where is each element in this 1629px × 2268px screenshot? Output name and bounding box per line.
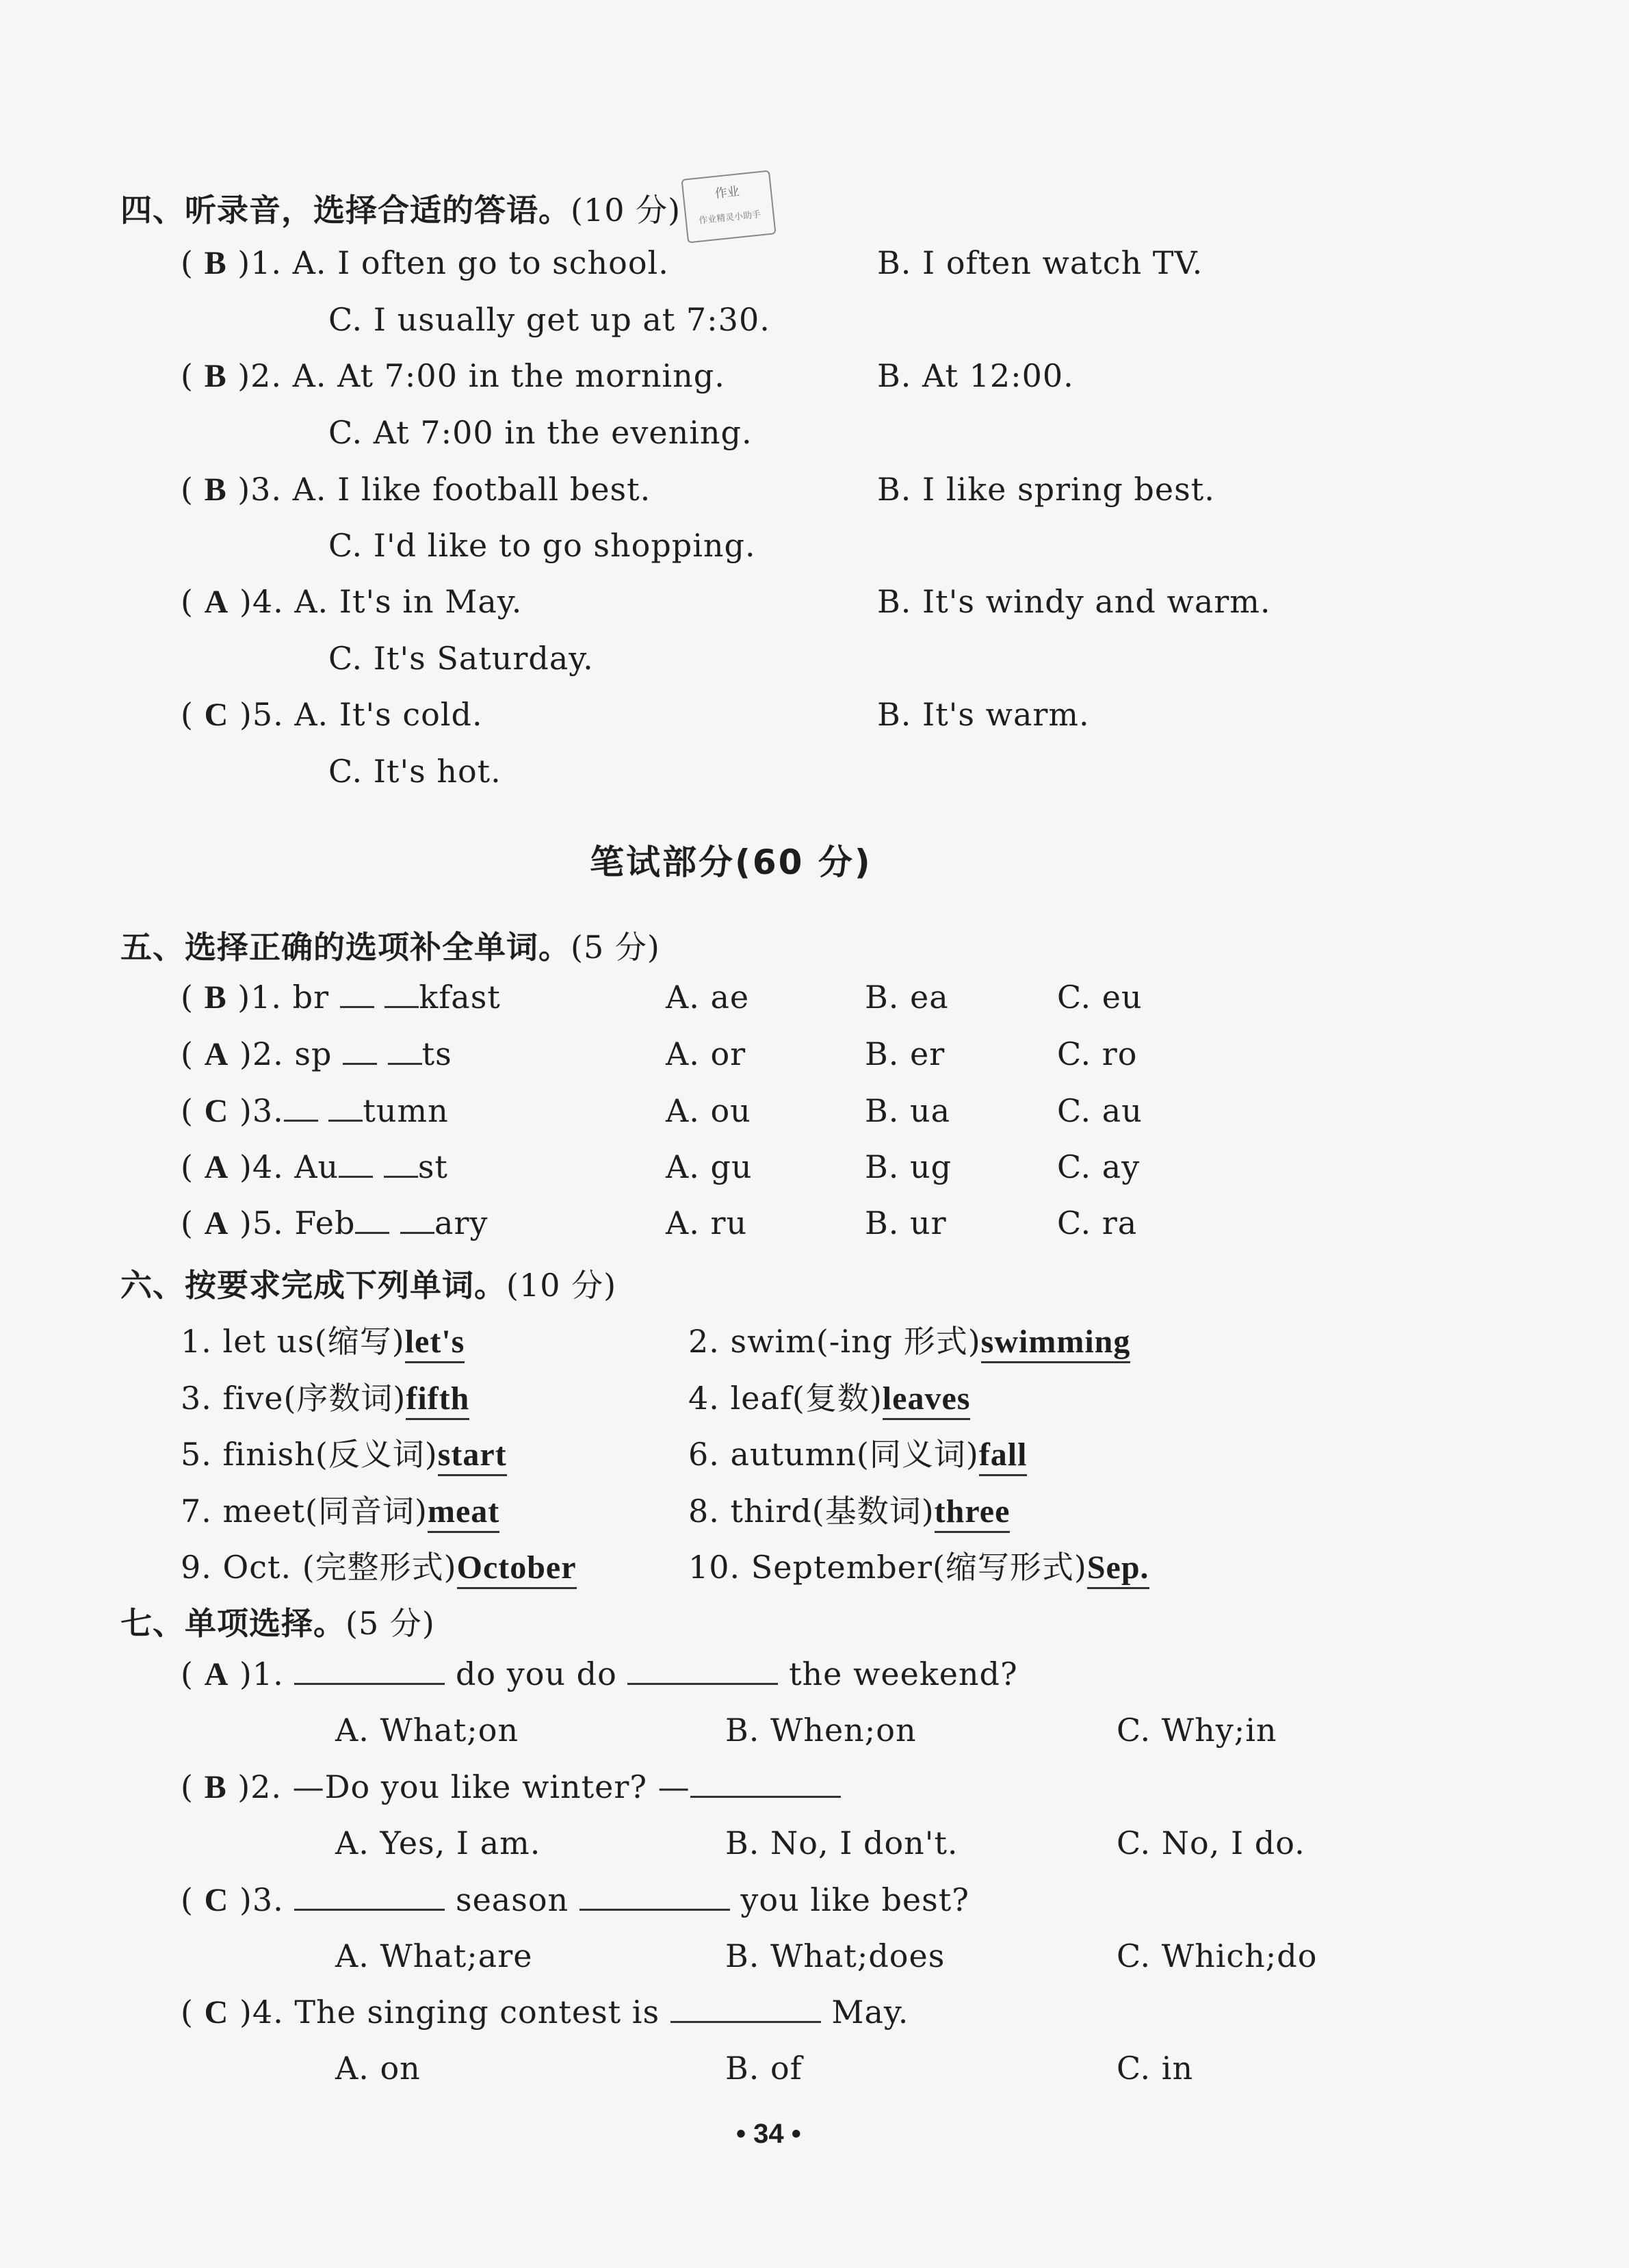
s6-q7: [181, 1486, 499, 1532]
s6-q8-prompt: 8. third(基数词): [688, 1493, 935, 1530]
s7-q2-option-a: A. Yes, I am.: [335, 1825, 541, 1861]
s7-q1-answer: A: [204, 1656, 229, 1692]
s6-q1-answer: let's: [405, 1324, 465, 1363]
s5-q5-option-b: B. ur: [865, 1204, 947, 1241]
s7-q1-option-a: A. What;on: [335, 1712, 519, 1749]
s5-q5-option-a: A. ru: [666, 1204, 748, 1241]
s4-q3-option-b: B. I like spring best.: [877, 471, 1215, 508]
s7-q2-stem: )2. —Do you like winter? —: [237, 1768, 690, 1805]
page-number: • 34 •: [736, 2119, 801, 2149]
s5-q3-option-c: C. au: [1057, 1092, 1143, 1129]
s7-q4-option-c: C. in: [1117, 2050, 1194, 2087]
s5-q3-prefix: )3.: [239, 1092, 284, 1129]
blank: [284, 1120, 318, 1122]
s5-q3-suffix: tumn: [363, 1092, 449, 1129]
s5-q2-option-c: C. ro: [1057, 1035, 1138, 1072]
blank: [355, 1232, 389, 1234]
s6-q4-answer: leaves: [883, 1380, 971, 1420]
s6-q3: [181, 1374, 469, 1419]
svg-text:作业: 作业: [714, 184, 740, 201]
s5-q4-option-c: C. ay: [1057, 1148, 1141, 1185]
s5-q5-prefix: )5. Feb: [239, 1204, 356, 1241]
s7-q4-stem-2: May.: [831, 1994, 909, 2031]
s7-q1-stem-2: do you do: [455, 1655, 617, 1692]
s5-q3: ( C )3. tumn: [181, 1092, 449, 1129]
blank: [294, 1909, 445, 1911]
blank: [384, 1176, 418, 1178]
written-section-title: 笔试部分(60 分): [590, 842, 872, 882]
section-7-points: (5 分): [346, 1605, 435, 1642]
blank: [340, 1006, 374, 1008]
s7-q3-option-c: C. Which;do: [1117, 1937, 1318, 1974]
section-6-points: (10 分): [506, 1267, 617, 1304]
s7-q3-option-b: B. What;does: [725, 1937, 946, 1974]
section-4-title: [120, 185, 681, 231]
s5-q1-suffix: kfast: [419, 979, 501, 1016]
section-4-title-text: 四、听录音，选择合适的答语。: [120, 192, 571, 229]
s5-q4-option-b: B. ug: [865, 1148, 952, 1185]
s6-q6: [688, 1430, 1027, 1475]
s6-q3-prompt: 3. five(序数词): [181, 1380, 406, 1417]
s5-q2-option-a: A. or: [666, 1035, 746, 1072]
s6-q5: [181, 1430, 507, 1475]
section-4-points: (10 分): [571, 192, 681, 229]
s7-q2: ( B )2. —Do you like winter? —: [181, 1768, 841, 1806]
s5-q4-option-a: A. gu: [666, 1148, 753, 1185]
s7-q2-option-c: C. No, I do.: [1117, 1825, 1305, 1861]
s6-q7-answer: meat: [428, 1493, 499, 1533]
s4-q5-option-c: C. It's hot.: [328, 753, 501, 790]
s7-q1-option-c: C. Why;in: [1117, 1712, 1277, 1749]
s7-q4-option-a: A. on: [335, 2050, 421, 2087]
blank: [400, 1232, 434, 1234]
section-5-title: [120, 923, 660, 968]
s6-q1: [181, 1317, 465, 1362]
section-5-points: (5 分): [571, 929, 660, 966]
section-7-title: [120, 1599, 435, 1644]
s6-q4: [688, 1374, 970, 1419]
s5-q2-answer: A: [204, 1036, 229, 1072]
s5-q1-option-b: B. ea: [865, 979, 949, 1016]
s5-q2: ( A )2. sp ts: [181, 1035, 452, 1072]
s4-q5-answer: C: [204, 697, 229, 733]
blank: [328, 1120, 363, 1122]
s6-q5-prompt: 5. finish(反义词): [181, 1436, 438, 1473]
watermark-stamp: [681, 170, 776, 243]
s6-q2-answer: swimming: [981, 1324, 1131, 1363]
s5-q5-suffix: ary: [434, 1204, 488, 1241]
s4-q1-option-c: C. I usually get up at 7:30.: [328, 301, 770, 338]
s7-q1-stem-3: the weekend?: [789, 1655, 1018, 1692]
s5-q3-option-a: A. ou: [666, 1092, 751, 1129]
blank: [339, 1176, 373, 1178]
s6-q10: [688, 1543, 1149, 1588]
s5-q5-answer: A: [204, 1205, 229, 1241]
s5-q1-option-a: A. ae: [666, 979, 750, 1016]
s4-q1-answer: B: [204, 245, 227, 281]
s4-q4-option-c: C. It's Saturday.: [328, 640, 594, 677]
s7-q1-stem-1: )1.: [239, 1655, 284, 1692]
s7-q4-answer: C: [204, 1994, 229, 2031]
s7-q3-answer: C: [204, 1882, 229, 1918]
blank: [343, 1063, 377, 1065]
s5-q1-option-c: C. eu: [1057, 979, 1143, 1016]
s4-q5-option-a: )5. A. It's cold.: [239, 696, 483, 733]
s7-q4: ( C )4. The singing contest is May.: [181, 1994, 909, 2031]
s6-q9: [181, 1543, 577, 1588]
s6-q4-prompt: 4. leaf(复数): [688, 1380, 883, 1417]
s4-q2-option-a: )2. A. At 7:00 in the morning.: [237, 357, 725, 394]
blank: [670, 2021, 821, 2023]
s4-q4: ( A )4. A. It's in May.: [181, 583, 523, 620]
s6-q8-answer: three: [935, 1493, 1011, 1533]
s4-q5: ( C )5. A. It's cold.: [181, 696, 483, 733]
s6-q9-answer: October: [457, 1549, 577, 1589]
blank: [385, 1006, 419, 1008]
blank: [690, 1796, 841, 1798]
s5-q5: ( A )5. Feb ary: [181, 1204, 488, 1241]
s7-q2-answer: B: [204, 1769, 227, 1805]
s6-q1-prompt: 1. let us(缩写): [181, 1323, 405, 1360]
s4-q3-option-c: C. I'd like to go shopping.: [328, 527, 756, 564]
s5-q4-prefix: )4. Au: [239, 1148, 339, 1185]
section-6-title: [120, 1261, 616, 1306]
s5-q2-prefix: )2. sp: [239, 1035, 333, 1072]
s5-q1-answer: B: [204, 979, 227, 1016]
s4-q4-option-b: B. It's windy and warm.: [877, 583, 1271, 620]
s7-q3-option-a: A. What;are: [335, 1937, 533, 1974]
s6-q7-prompt: 7. meet(同音词): [181, 1493, 428, 1530]
s4-q5-option-b: B. It's warm.: [877, 696, 1090, 733]
s7-q3-stem-2: season: [455, 1881, 569, 1918]
s4-q3-option-a: )3. A. I like football best.: [237, 471, 651, 508]
s7-q3-stem-1: )3.: [239, 1881, 284, 1918]
s7-q1: ( A )1. do you do the weekend?: [181, 1655, 1018, 1692]
s4-q1: ( B )1. A. I often go to school.: [181, 244, 669, 281]
s6-q5-answer: start: [438, 1436, 507, 1476]
s5-q3-option-b: B. ua: [865, 1092, 951, 1129]
s4-q3: ( B )3. A. I like football best.: [181, 471, 651, 508]
s6-q2: [688, 1317, 1130, 1362]
s7-q3-stem-3: you like best?: [740, 1881, 969, 1918]
blank: [627, 1683, 778, 1685]
s4-q2-option-b: B. At 12:00.: [877, 357, 1074, 394]
s4-q2-option-c: C. At 7:00 in the evening.: [328, 414, 753, 451]
s7-q1-option-b: B. When;on: [725, 1712, 917, 1749]
s7-q4-stem-1: )4. The singing contest is: [239, 1994, 660, 2031]
s4-q4-option-a: )4. A. It's in May.: [239, 583, 523, 620]
s5-q4-answer: A: [204, 1149, 229, 1185]
s4-q2: ( B )2. A. At 7:00 in the morning.: [181, 357, 725, 394]
s5-q2-suffix: ts: [421, 1035, 452, 1072]
blank: [388, 1063, 422, 1065]
blank: [579, 1909, 730, 1911]
s6-q10-answer: Sep.: [1087, 1549, 1149, 1589]
s6-q9-prompt: 9. Oct. (完整形式): [181, 1549, 457, 1586]
s6-q10-prompt: 10. September(缩写形式): [688, 1549, 1087, 1586]
s4-q1-option-a: )1. A. I often go to school.: [237, 244, 669, 281]
s4-q1-option-b: B. I often watch TV.: [877, 244, 1203, 281]
s6-q6-answer: fall: [979, 1436, 1028, 1476]
s5-q4-suffix: st: [417, 1148, 448, 1185]
section-5-title-text: 五、选择正确的选项补全单词。: [120, 929, 571, 966]
s5-q1: ( B )1. br kfast: [181, 979, 501, 1016]
s6-q6-prompt: 6. autumn(同义词): [688, 1436, 979, 1473]
s4-q2-answer: B: [204, 358, 227, 394]
svg-text:作业精灵小助手: 作业精灵小助手: [698, 209, 761, 227]
stamp-icon: [683, 172, 775, 242]
s5-q3-answer: C: [204, 1093, 229, 1129]
s4-q3-answer: B: [204, 472, 227, 508]
s5-q5-option-c: C. ra: [1057, 1204, 1138, 1241]
s5-q4: ( A )4. Au st: [181, 1148, 448, 1185]
s7-q2-option-b: B. No, I don't.: [725, 1825, 959, 1861]
s5-q2-option-b: B. er: [865, 1035, 946, 1072]
s6-q2-prompt: 2. swim(-ing 形式): [688, 1323, 981, 1360]
s4-q4-answer: A: [204, 584, 229, 620]
section-7-title-text: 七、单项选择。: [120, 1605, 346, 1642]
s6-q8: [688, 1486, 1010, 1532]
s7-q4-option-b: B. of: [725, 2050, 803, 2087]
s6-q3-answer: fifth: [406, 1380, 469, 1420]
section-6-title-text: 六、按要求完成下列单词。: [120, 1267, 506, 1304]
blank: [294, 1683, 445, 1685]
s7-q3: ( C )3. season you like best?: [181, 1881, 969, 1918]
s5-q1-prefix: )1. br: [237, 979, 330, 1016]
